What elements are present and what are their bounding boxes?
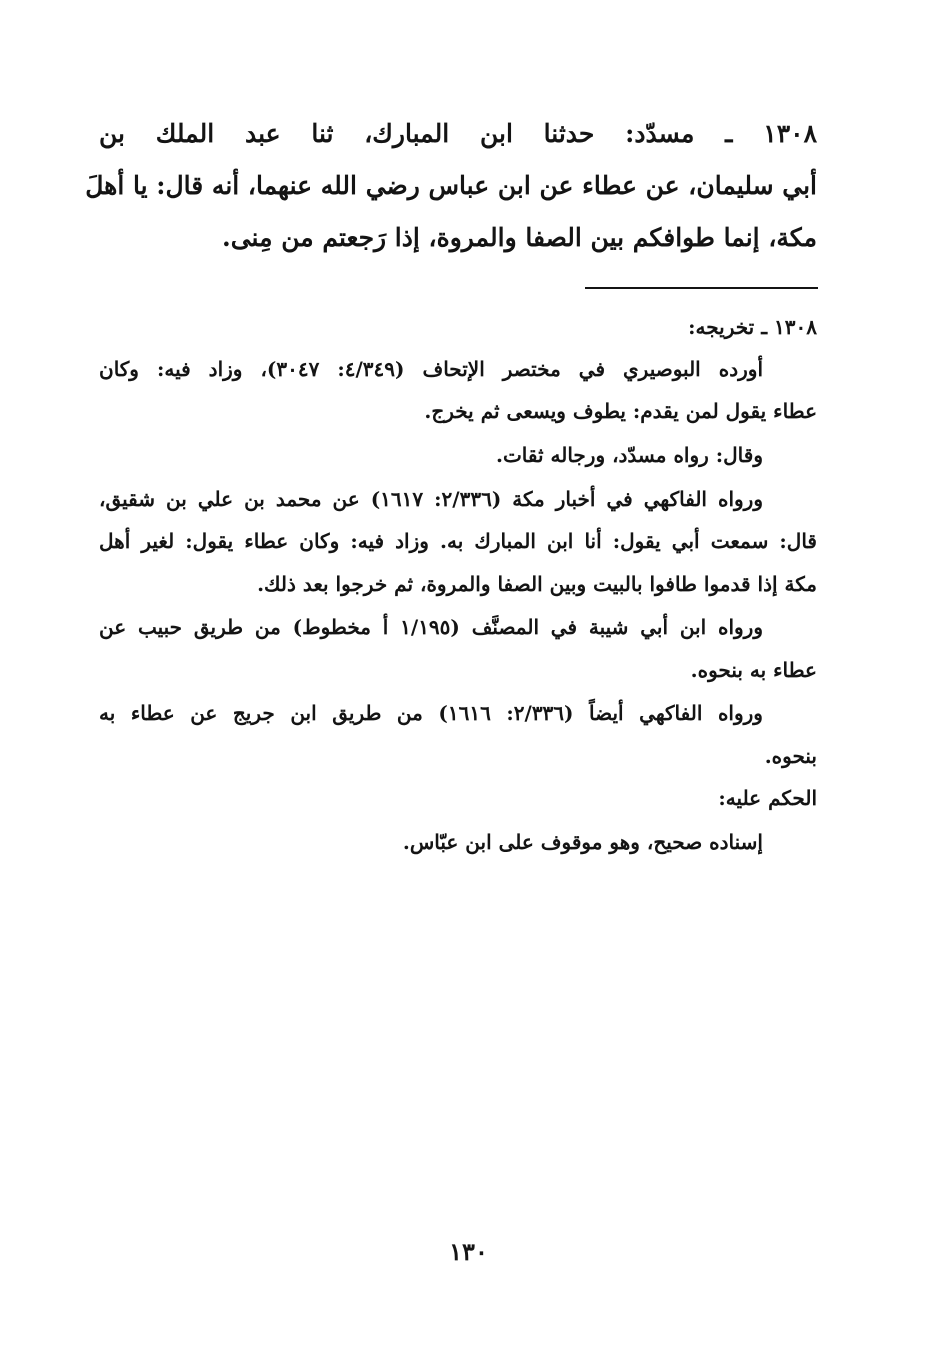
hadith-line: مكة، إنما طوافكم بين الصفا والمروة، إذا رَجعتم من مِنى. — [222, 223, 817, 252]
footnote-line: بنحوه. — [764, 744, 817, 768]
footnote-line: وقال: رواه مسدّد، ورجاله ثقات. — [495, 443, 763, 467]
footnote-line: أورده البوصيري في مختصر الإتحاف (٤/٣٤٩: ٣٠٤٧)، وزاد فيه: وكان — [99, 357, 763, 381]
takhrij-heading: ١٣٠٨ ـ تخريجه: — [688, 315, 817, 339]
footnote-line: عطاء يقول لمن يقدم: يطوف ويسعى ثم يخرج. — [424, 399, 817, 423]
ruling-text: إسناده صحيح، وهو موقوف على ابن عبّاس. — [402, 830, 763, 854]
ruling-heading: الحكم عليه: — [718, 786, 817, 810]
footnote-separator — [585, 287, 818, 289]
footnote-line: ورواه الفاكهي أيضاً (٢/٣٣٦: ١٦١٦) من طريق ابن جريج عن عطاء به — [99, 701, 763, 725]
hadith-line: ١٣٠٨ ـ مسدّد: حدثنا ابن المبارك، ثنا عبد الملك بن — [99, 119, 817, 148]
footnote-line: ورواه الفاكهي في أخبار مكة (٢/٣٣٦: ١٦١٧) عن محمد بن علي بن شقيق، — [99, 487, 763, 511]
footnote-line: عطاء به بنحوه. — [690, 658, 817, 682]
hadith-line: أبي سليمان، عن عطاء عن ابن عباس رضي الله عنهما، أنه قال: يا أهلَ — [85, 171, 817, 200]
footnote-line: ورواه ابن أبي شيبة في المصنَّف (١/١٩٥ أ مخطوط) من طريق حبيب عن — [99, 615, 763, 639]
footnote-line: قال: سمعت أبي يقول: أنا ابن المبارك به. وزاد فيه: وكان عطاء يقول: لغير أهل — [99, 529, 817, 553]
page-number: ١٣٠ — [449, 1237, 488, 1266]
footnote-line: مكة إذا قدموا طافوا بالبيت وبين الصفا والمروة، ثم خرجوا بعد ذلك. — [257, 572, 817, 596]
